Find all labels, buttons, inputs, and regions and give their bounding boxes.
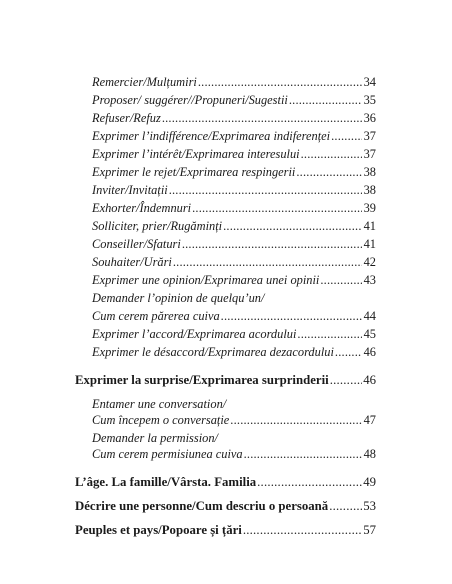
- toc-entry: [92, 255, 376, 270]
- toc-entry-title: Cum începem o conversație: [92, 413, 230, 427]
- toc-section: [75, 499, 376, 514]
- toc-entry-page: 41: [363, 237, 376, 251]
- toc-entry-title: Solliciter, prier/Rugăminți: [92, 219, 223, 233]
- dot-leader: [192, 201, 362, 216]
- toc-entry-page: 36: [363, 111, 376, 125]
- toc-entry-title-line1: Demander la permission/: [92, 431, 218, 445]
- dot-leader: [297, 327, 362, 342]
- toc-entry: [92, 447, 376, 462]
- toc-entry-title: Conseiller/Sfaturi: [92, 237, 181, 251]
- dot-leader: [243, 523, 362, 538]
- toc-entry-page: 41: [363, 219, 376, 233]
- toc-entry-page: 45: [363, 327, 376, 341]
- toc-entry: [92, 345, 376, 360]
- toc-entry-page: 46: [363, 345, 376, 359]
- dot-leader: [162, 111, 362, 126]
- dot-leader: [329, 499, 362, 514]
- toc-entry: [92, 75, 376, 90]
- toc-section: [75, 373, 376, 388]
- toc-entry-title: Cum cerem permisiunea cuiva: [92, 447, 243, 461]
- toc-section-page: 57: [363, 523, 376, 537]
- toc-section-title: Exprimer la surprise/Exprimarea surprinderii: [75, 373, 329, 387]
- toc-entry-page: 37: [363, 129, 376, 143]
- toc-entry-page: 44: [363, 309, 376, 323]
- toc-entry-title: Proposer/ suggérer//Propuneri/Sugestii: [92, 93, 288, 107]
- toc-section: [75, 523, 376, 538]
- dot-leader: [296, 165, 362, 180]
- toc-section-page: 46: [363, 373, 376, 387]
- toc-entry-title: Souhaiter/Urări: [92, 255, 172, 269]
- toc-entry-title: Exprimer le rejet/Exprimarea respingerii: [92, 165, 296, 179]
- dot-leader: [223, 219, 362, 234]
- toc-entry-title: Refuser/Refuz: [92, 111, 161, 125]
- dot-leader: [198, 75, 362, 90]
- toc-entry-page: 39: [363, 201, 376, 215]
- toc-entry-page: 34: [363, 75, 376, 89]
- dot-leader: [182, 237, 362, 252]
- toc-entry: [92, 183, 376, 198]
- toc-entry-page: 37: [363, 147, 376, 161]
- dot-leader: [221, 309, 362, 324]
- dot-leader: [330, 373, 362, 388]
- toc-section-title: L’âge. La famille/Vârsta. Familia: [75, 475, 257, 489]
- toc-section-page: 53: [363, 499, 376, 513]
- toc-entry: [92, 327, 376, 342]
- toc-section-title: Peuples et pays/Popoare și țări: [75, 523, 242, 537]
- dot-leader: [257, 475, 362, 490]
- toc-entry-title: Exprimer l’accord/Exprimarea acordului: [92, 327, 297, 341]
- toc-section: [75, 475, 376, 490]
- toc-entry-page: 42: [363, 255, 376, 269]
- dot-leader: [244, 447, 362, 462]
- toc-entry: [92, 219, 376, 234]
- dot-leader: [301, 147, 362, 162]
- toc-entry-title: Exprimer l’indifférence/Exprimarea indiferenței: [92, 129, 331, 143]
- toc-entry: [92, 309, 376, 324]
- dot-leader: [331, 129, 362, 144]
- dot-leader: [230, 413, 362, 428]
- toc-entry: [92, 273, 376, 288]
- toc-entry-title: Exhorter/Îndemnuri: [92, 201, 192, 215]
- toc-entry: [92, 111, 376, 126]
- dot-leader: [173, 255, 362, 270]
- toc-entry-page: 38: [363, 183, 376, 197]
- toc-entry: [92, 93, 376, 108]
- toc-entry-page: 35: [363, 93, 376, 107]
- toc-entry: [92, 201, 376, 216]
- toc-section-page: 49: [363, 475, 376, 489]
- toc-entry-page: 43: [363, 273, 376, 287]
- toc-entry-page: 47: [363, 413, 376, 427]
- toc-entry-title: Exprimer une opinion/Exprimarea unei opinii: [92, 273, 320, 287]
- toc-entry-title: Cum cerem părerea cuiva: [92, 309, 220, 323]
- toc-entry-title: Exprimer l’intérêt/Exprimarea interesului: [92, 147, 300, 161]
- toc-entry-title-line1: Entamer une conversation/: [92, 397, 227, 411]
- dot-leader: [320, 273, 362, 288]
- toc-entry: [92, 237, 376, 252]
- toc-entry: [92, 147, 376, 162]
- toc-entry: [92, 413, 376, 428]
- dot-leader: [335, 345, 362, 360]
- toc-entry-title-line1: Demander l’opinion de quelqu’un/: [92, 291, 265, 305]
- toc-entry: [92, 129, 376, 144]
- toc-entry-page: 48: [363, 447, 376, 461]
- dot-leader: [289, 93, 362, 108]
- toc-entry-title: Exprimer le désaccord/Exprimarea dezacordului: [92, 345, 334, 359]
- toc-entry-title: Inviter/Invitații: [92, 183, 168, 197]
- toc-entry-page: 38: [363, 165, 376, 179]
- toc-entry: [92, 165, 376, 180]
- dot-leader: [169, 183, 362, 198]
- toc-section-title: Décrire une personne/Cum descriu o persoană: [75, 499, 329, 513]
- toc-entry-title: Remercier/Mulțumiri: [92, 75, 197, 89]
